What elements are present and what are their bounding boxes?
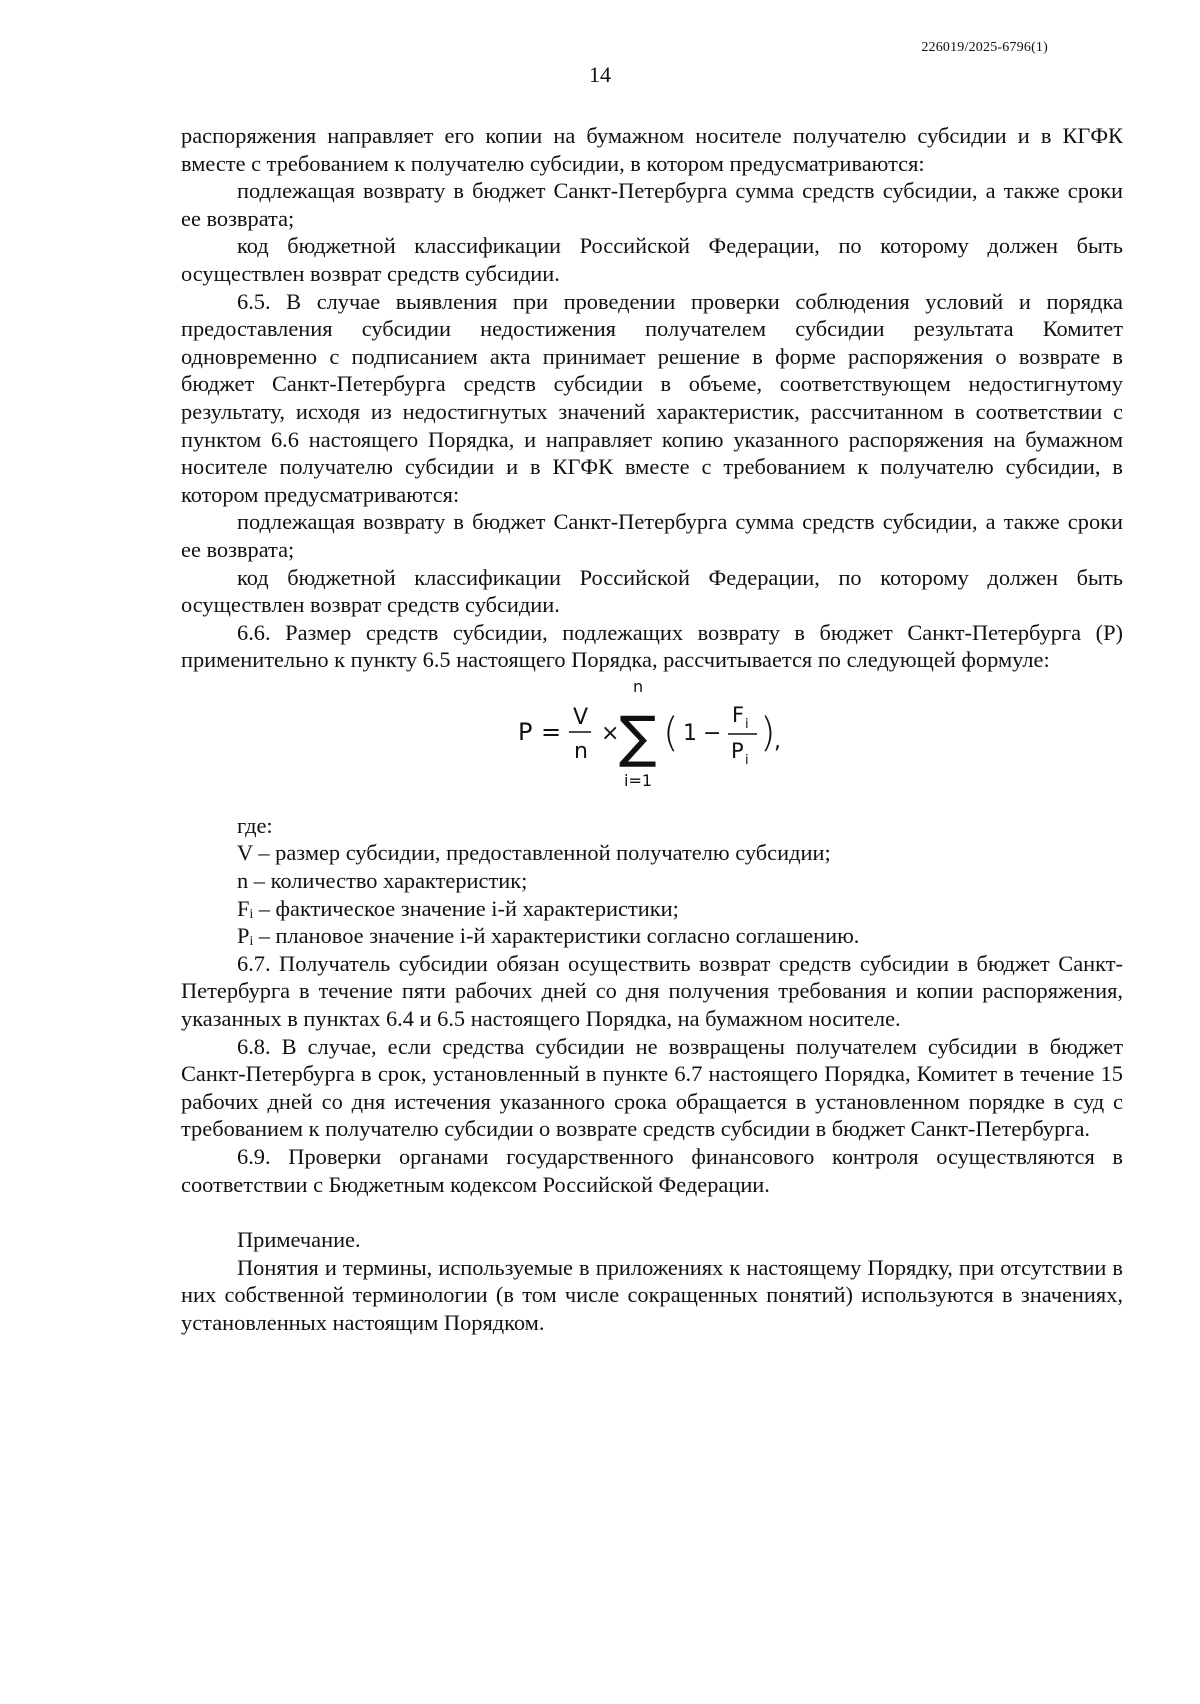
note-title: Примечание.: [237, 1227, 361, 1253]
open-paren: (: [663, 709, 679, 756]
paragraph: 6.5. В случае выявления при проведении проверки соблюдения условий и порядка предоставления субсидии недостижения получателем субсидии результата Комитет одновременно с подписанием акта принимает решение в форме распоряжения о возврате в бюджет Санкт-Петербурга средств субсидии в объеме, соответствующем недостигнутому результату, исходя из недостигнутых значений характеристик, рассчитанном в соответствии с пунктом 6.6 настоящего Порядка, и направляет копию указанного распоряжения на бумажном носителе получателю субсидии и в КГФК вместе с требованием к получателю субсидии, в котором предусматриваются:: [181, 288, 1123, 507]
paragraph: подлежащая возврату в бюджет Санкт-Петербурга сумма средств субсидии, а также сроки ее возврата;: [181, 178, 1123, 231]
page-number: 14: [589, 62, 611, 87]
close-paren: ): [760, 709, 776, 756]
sum-sign: ∑: [619, 704, 657, 770]
formula-numerator: V: [573, 704, 589, 730]
sum-upper-limit: n: [633, 677, 644, 696]
definitions-intro: где:: [237, 812, 273, 838]
paragraph: 6.8. В случае, если средства субсидии не возвращены получателем субсидии в бюджет Санкт-Петербурга в срок, установленный в пункте 6.7 настоящего Порядка, Комитет в течение 15 рабочих дней со дня истечения указанного срока обращается в установленном порядке в суд с требованием к получателю субсидии о возврате средств субсидии в бюджет Санкт-Петербурга.: [181, 1033, 1123, 1142]
formula-graphic: [181, 678, 1123, 798]
denominator-index: i: [745, 752, 749, 768]
paragraph: 6.7. Получатель субсидии обязан осуществить возврат средств субсидии в бюджет Санкт-Петербурга в течение пяти рабочих дней со дня получения требования и копии распоряжения, указанных в пунктах 6.4 и 6.5 настоящего Порядка, на бумажном носителе.: [181, 950, 1123, 1032]
note-text: Понятия и термины, используемые в приложениях к настоящему Порядку, при отсутствии в них собственной терминологии (в том числе сокращенных понятий) используются в значениях, установленных настоящим Порядком.: [181, 1254, 1123, 1335]
formula-denominator: n: [574, 738, 588, 764]
definitions: [181, 812, 1123, 950]
formula-equals: =: [541, 717, 562, 746]
fraction-denominator: P: [731, 738, 744, 763]
formula: [181, 678, 1123, 798]
document-body: [181, 122, 1123, 1337]
formula-minus: −: [703, 720, 722, 746]
sum-lower-limit: i=1: [624, 770, 653, 790]
definition-item: Pᵢ – плановое значение i-й характеристики согласно соглашению.: [237, 923, 860, 949]
paragraph: код бюджетной классификации Российской Федерации, по которому должен быть осуществлен возврат средств субсидии.: [181, 233, 1123, 286]
formula-lhs: P: [518, 717, 533, 746]
spacer: [181, 1198, 1123, 1226]
definition-item: Fᵢ – фактическое значение i-й характеристики;: [237, 895, 679, 921]
fraction-numerator: F: [732, 702, 745, 727]
formula-comma: ,: [774, 728, 781, 754]
paragraph: 6.6. Размер средств субсидии, подлежащих возврату в бюджет Санкт-Петербурга (P) применительно к пункту 6.5 настоящего Порядка, рассчитывается по следующей формуле:: [181, 619, 1123, 673]
paragraph: подлежащая возврату в бюджет Санкт-Петербурга сумма средств субсидии, а также сроки ее возврата;: [181, 509, 1123, 562]
registration-number: 226019/2025-6796(1): [921, 40, 1048, 55]
definition-item: n – количество характеристик;: [237, 868, 528, 894]
formula-times: ×: [601, 720, 620, 746]
paragraph: распоряжения направляет его копии на бумажном носителе получателю субсидии и в КГФК вместе с требованием к получателю субсидии, в котором предусматриваются:: [181, 123, 1123, 176]
paragraph: 6.9. Проверки органами государственного финансового контроля осуществляются в соответствии с Бюджетным кодексом Российской Федерации.: [181, 1144, 1123, 1197]
formula-one: 1: [683, 720, 697, 746]
paragraph: код бюджетной классификации Российской Федерации, по которому должен быть осуществлен возврат средств субсидии.: [181, 564, 1123, 618]
numerator-index: i: [745, 716, 749, 732]
definition-item: V – размер субсидии, предоставленной получателю субсидии;: [237, 840, 831, 866]
